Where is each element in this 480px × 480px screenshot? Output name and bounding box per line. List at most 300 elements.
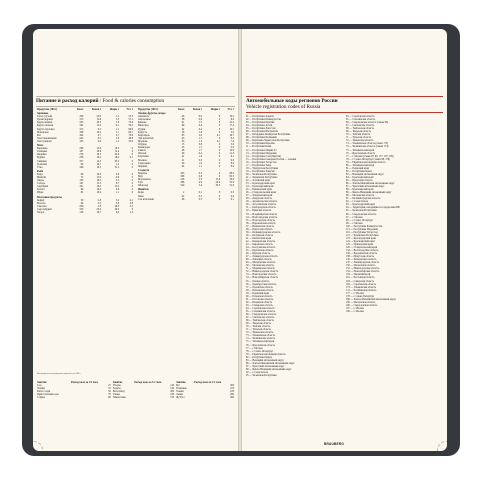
food-cell: Горох (сухой) [37, 115, 53, 119]
region-code-entry: 32 — Брянская область [246, 209, 272, 213]
food-cell: 242 [79, 136, 84, 140]
food-header-cell: Продукты (100 г) [37, 108, 58, 111]
activity-cell: Сон [37, 384, 42, 388]
food-cell: Творог [37, 211, 45, 214]
food-cell: Абрикосы [138, 115, 150, 119]
food-cell: 0.7 [115, 133, 120, 137]
food-cell: Минтай [37, 175, 46, 179]
region-code-entry: 39 — Калининградская область [246, 230, 281, 234]
food-cell: 23.0 [96, 115, 102, 119]
region-code-entry: 83 — Ненецкий автономный округ [346, 172, 384, 176]
region-code-entry: 74 — Челябинская область (также 174) [346, 145, 389, 149]
activity-header-cell: Занятие [37, 381, 47, 384]
region-code-entry: 73 — Ульяновская область [246, 334, 275, 338]
region-code-entry: 154 — Новосибирская область [346, 270, 380, 274]
region-code-entry: 10 — Республика Карелия [246, 142, 275, 146]
food-cell: 0 [131, 159, 133, 163]
region-code-entry: 11 — Республика Коми [246, 145, 272, 149]
region-code-entry: 102 — Республика Башкортостан [346, 224, 383, 228]
food-cell: 42 [181, 194, 185, 198]
region-code-entry: 89 — Ямало-Ненецкий автономный округ [246, 367, 292, 371]
activity-cell: 140 [170, 387, 175, 391]
region-code-entry: 77 — г. Москва (также 97, 99, 177, 197, 199) [346, 154, 394, 158]
food-cell: Говядина [37, 150, 48, 154]
brand-logo: BRAUBERG [324, 442, 345, 446]
region-code-entry: 72 — Тюменская область [246, 331, 274, 335]
food-cell: 53.3 [128, 115, 133, 119]
region-code-entry: 178 — г. Санкт-Петербург [346, 294, 375, 298]
region-code-entry: 46 — Курская область [246, 252, 271, 256]
activity-cell: Стирка [37, 396, 45, 400]
food-cell: Крупа манная [37, 121, 53, 125]
region-code-entry: 35 — Вологодская область [246, 218, 275, 222]
region-code-entry: 93 — Краснодарский край [346, 203, 375, 207]
food-cell: 6.1 [115, 124, 120, 128]
activity-header-cell: Расход ккал за 1/2 часа [71, 381, 98, 384]
food-header-cell: Ккал [178, 108, 185, 111]
food-cell: 0 [131, 188, 133, 192]
right-title-rule-top [246, 96, 443, 97]
food-cell: 265 [180, 171, 185, 175]
food-cell: 0 [218, 146, 221, 150]
food-cell: 276 [79, 153, 84, 157]
food-cell: 0 [131, 179, 133, 183]
region-code-entry: 41 — Камчатский край [246, 236, 271, 240]
food-cell: 0.6 [115, 188, 120, 192]
food-cell: Сок яблочный [138, 197, 154, 201]
food-cell: Кефир [37, 198, 45, 202]
food-cell: Кофе [138, 191, 144, 195]
region-code-entry: 95 — Чеченская Республика [346, 209, 377, 213]
food-cell: 103 [79, 179, 84, 183]
food-cell: 1.1 [115, 191, 120, 195]
region-code-entry: 03 — Республика Бурятия [246, 121, 275, 125]
food-cell: 357 [79, 159, 84, 163]
food-cell: 0 [218, 136, 221, 140]
region-code-entry: 150 — Московская область [346, 264, 376, 268]
food-cell: 15.5 [96, 182, 102, 186]
food-cell: 43 [181, 136, 185, 140]
food-cell: Карп [37, 172, 43, 176]
region-code-entry: 82 — Республика Крым [346, 169, 372, 173]
region-code-entry: 48 — Липецкая область [246, 258, 272, 262]
food-cell: 5.0 [230, 146, 234, 150]
activity-table [36, 381, 235, 400]
food-cell: Молоко [37, 201, 46, 205]
region-code-entry: 15 — Республика Северная Осетия — Алания [246, 157, 296, 161]
region-code-entry: 18 — Удмуртская Республика [246, 166, 279, 170]
region-code-entry: 59 — Пермский край [246, 291, 269, 295]
food-cell: 346 [79, 165, 84, 169]
food-cell: 17.5 [229, 124, 234, 128]
food-cell: Крупа овсяная [37, 124, 54, 128]
food-cell: Черника [138, 164, 148, 168]
food-cell: 9.0 [115, 211, 120, 214]
region-codes-column-1 [246, 115, 345, 446]
food-cell: 9.1 [230, 197, 234, 201]
food-cell: 10.3 [96, 121, 102, 125]
food-cell: 11.3 [229, 152, 234, 156]
region-code-entry: 174 — Челябинская область [346, 288, 377, 292]
food-cell: 1.1 [198, 164, 203, 168]
food-cell: 1.1 [198, 146, 203, 150]
region-code-entry: 19 — Республика Хакасия [246, 169, 275, 173]
region-code-entry: 08 — Республика Калмыкия [246, 136, 277, 140]
region-code-entry: 163 — Самарская область [346, 279, 375, 283]
region-code-entry: 84 — Красноярский край [346, 175, 374, 179]
food-cell: 0.1 [216, 133, 221, 137]
food-cell: 31.3 [114, 165, 120, 169]
food-cell: 0 [131, 175, 133, 179]
right-page [242, 29, 447, 451]
food-cell: 19.8 [229, 178, 234, 182]
region-code-entry: 177 — г. Москва [346, 291, 364, 295]
food-cell: 1.2 [115, 115, 120, 119]
food-cell: Сыр твёрдый [37, 207, 52, 211]
region-code-entry: 70 — Томская область [346, 133, 371, 137]
region-code-entry: 56 — Оренбургская область [246, 282, 277, 286]
food-cell: 0 [218, 130, 221, 134]
food-header-cell: Жиры г [109, 108, 120, 111]
food-cell: 1.2 [115, 139, 120, 143]
food-header-cell: Угл. г [227, 108, 234, 111]
region-code-entry: 75 — Забайкальский край [246, 340, 275, 344]
region-code-entry: 05 — Республика Дагестан [246, 127, 276, 131]
region-code-entry: 23 — Краснодарский край [246, 182, 275, 186]
food-cell: 70.6 [128, 121, 133, 125]
food-cell: 1.7 [198, 149, 203, 153]
region-code-entry: 04 — Республика Алтай [246, 124, 273, 128]
activity-header-cell: Расход ккал за 1/2 часа [134, 381, 162, 384]
food-cell: 0.1 [198, 191, 203, 195]
food-cell: 8.6 [230, 164, 234, 168]
food-cell: 0 [218, 191, 221, 195]
food-cell: 187 [79, 150, 84, 154]
region-code-entry: 24 — Красноярский край [246, 185, 274, 189]
food-cell: 0 [218, 115, 221, 119]
region-code-entry: 47 — Ленинградская область [246, 255, 278, 259]
activity-header-cell: Занятие [176, 381, 186, 384]
food-cell: 0.4 [198, 124, 203, 128]
food-cell: Помидоры [138, 146, 150, 150]
food-header-cell: Продукты (100 г) [138, 108, 159, 111]
food-note: Калорийность продуктов указана на 100 г [37, 372, 81, 375]
food-cell: 96 [80, 172, 84, 176]
region-code-entry: 67 — Смоленская область [246, 316, 275, 320]
region-code-entry: 12 — Республика Марий Эл [246, 148, 277, 152]
food-cell: 42 [181, 127, 185, 131]
food-cell: 2.0 [198, 133, 203, 137]
food-cell: 18.4 [96, 191, 102, 195]
food-cell: 6.7 [97, 133, 102, 137]
region-code-entry: 86 — Ханты-Мансийский автономный округ [346, 182, 395, 186]
food-row [137, 198, 235, 201]
codes-title-en: Vehicle registration codes of Russia [246, 104, 321, 110]
food-cell: Индейка [37, 153, 47, 157]
region-code-entry: 58 — Пензенская область [246, 288, 274, 292]
region-code-entry: 96 — Свердловская область [346, 212, 377, 216]
food-cell: 1.3 [129, 211, 133, 214]
food-cell: Капуста [138, 130, 147, 134]
region-code-entry: 94 — Территории, находящиеся за пределами РФ [346, 206, 400, 210]
food-cell: 0.9 [198, 118, 203, 122]
food-section-name: Молочные продукты [37, 195, 62, 199]
food-cell: 3.3 [115, 118, 120, 122]
food-cell: Крупа перловая [37, 127, 55, 131]
region-code-entry: 75 — Забайкальский край [346, 148, 375, 152]
region-code-entry: 65 — Сахалинская область [246, 310, 276, 313]
food-cell: 72 [80, 175, 84, 179]
food-cell: Груши [138, 127, 146, 131]
region-code-entry: 87 — Чукотский автономный округ [246, 364, 285, 368]
food-cell: 3.6 [115, 172, 120, 176]
region-code-entry: 66 — Свердловская область (также 96) [346, 121, 389, 125]
region-code-entry: 60 — Псковская область [246, 294, 273, 298]
food-cell: 18.9 [96, 150, 102, 154]
food-cell: 22.0 [114, 153, 120, 157]
food-cell: 12.4 [114, 150, 120, 154]
food-cell: 16.5 [96, 165, 102, 169]
region-code-entry: 92 — г. Севастополь [346, 200, 369, 204]
food-cell: 4.6 [230, 194, 234, 198]
food-cell: 3.2 [129, 204, 133, 208]
region-code-entry: 88 — Красноярский край [346, 188, 374, 192]
activity-cell: 25 [108, 384, 111, 388]
food-cell: 10.5 [229, 115, 234, 119]
food-cell: 350 [79, 207, 84, 211]
food-cell: 1.1 [115, 130, 120, 134]
food-cell: 0.8 [198, 158, 203, 162]
region-code-entry: 126 — Ставропольский край [346, 246, 378, 250]
region-code-entry: 69 — Тверская область [346, 130, 371, 134]
food-cell: 90 [80, 162, 84, 166]
food-cell: 10.8 [229, 149, 234, 153]
food-cell: 44 [181, 164, 185, 168]
food-cell: 0 [218, 171, 221, 175]
region-code-entry: 44 — Костромская область [246, 246, 276, 250]
region-code-entry: 161 — Ростовская область [346, 276, 375, 280]
region-code-entry: 61 — Ростовская область [246, 297, 274, 301]
food-cell: 0.9 [115, 175, 120, 179]
activity-cell: 300 [230, 384, 234, 388]
activity-row [36, 396, 235, 399]
food-cell: 540 [180, 184, 185, 188]
food-cell: 22.4 [229, 121, 234, 125]
food-cell: 19.7 [229, 133, 234, 137]
region-code-entry: 70 — Томская область [246, 325, 271, 329]
food-cell: 1.5 [198, 121, 203, 125]
region-code-entry: 26 — Ставропольский край [246, 191, 276, 195]
food-cell: 1.0 [115, 121, 120, 125]
food-cell: 52.6 [229, 184, 234, 188]
food-cell: 308 [180, 174, 185, 178]
food-cell: 0 [218, 174, 221, 178]
food-cell: 0 [218, 155, 221, 159]
food-cell: 0 [218, 194, 221, 198]
region-code-entry: 197 — г. Москва [346, 306, 364, 310]
food-cell: 46 [181, 115, 185, 119]
food-cell: 91 [181, 121, 185, 125]
left-corner-mark [33, 441, 43, 451]
food-cell: 33.3 [114, 159, 120, 163]
food-cell: 1.3 [198, 139, 203, 143]
region-code-entry: 152 — Нижегородская область [346, 267, 380, 271]
food-cell: Бананы [138, 121, 147, 125]
food-cell: 14.3 [96, 159, 102, 163]
region-code-entry: 21 — Чувашская Республика [246, 175, 278, 179]
region-code-entry: 142 — Кемеровская область [346, 258, 377, 262]
food-section-name: Мясо [37, 144, 44, 148]
food-cell: Картофель [138, 133, 150, 137]
food-cell: 83 [181, 133, 185, 137]
region-code-entry: 124 — Красноярский край [346, 239, 375, 243]
region-code-entry: 68 — Тамбовская область [246, 319, 274, 323]
activity-cell: Теннис [176, 390, 185, 394]
food-cell: 1.0 [115, 136, 120, 140]
food-header-cell: Жиры г [210, 108, 221, 111]
food-cell: 0.5 [198, 197, 203, 201]
region-code-entry: 67 — Смоленская область [346, 124, 375, 128]
food-cell: 18.0 [96, 185, 102, 189]
codes-title-ru: Автомобильные коды регионов России [246, 98, 338, 104]
food-cell: 0 [218, 124, 221, 128]
food-cell: 82 [80, 191, 84, 195]
food-header-cell: Белки г [192, 108, 203, 111]
food-cell: 0.3 [230, 191, 234, 195]
region-code-entry: 86 — Ханты-Мансийский автономный округ [246, 361, 295, 365]
food-cell: 16.7 [96, 211, 102, 214]
food-cell: 342 [79, 124, 84, 128]
region-code-entry: 25 — Приморский край [246, 188, 272, 192]
food-cell: 1.0 [198, 161, 203, 165]
food-cell: 0.4 [198, 127, 203, 131]
region-code-entry: 06 — Республика Ингушетия [246, 130, 278, 134]
region-code-entry: 72 — Тюменская область [346, 139, 374, 143]
food-cell: 8.0 [230, 161, 234, 165]
region-code-entry: 50 — Московская область [246, 264, 275, 268]
food-cell: 41 [181, 158, 185, 162]
food-cell: 0.1 [216, 139, 221, 143]
region-code-entry: 54 — Новосибирская область [246, 276, 279, 280]
food-cell: 0 [218, 118, 221, 122]
food-cell: 18.4 [114, 156, 120, 160]
region-code-entry: 52 — Нижегородская область [246, 270, 279, 274]
region-code-entry: 14 — Республика Саха (Якутия) [246, 154, 281, 158]
food-cell: Курица [37, 156, 46, 160]
food-cell: 0 [218, 197, 221, 201]
food-cell: Щука [37, 191, 44, 195]
food-cell: Мёд [138, 174, 143, 178]
region-code-entry: 40 — Калужская область [246, 233, 273, 237]
food-cell: 156 [79, 211, 84, 214]
food-cell: 28 [181, 130, 185, 134]
activity-cell: 180 [170, 393, 175, 397]
food-cell: 35.3 [215, 184, 221, 188]
food-title-en: Food & calories consumption [102, 98, 165, 104]
region-code-entry: 20 — Чеченская Республика [246, 172, 277, 176]
food-cell: 0.8 [198, 143, 203, 147]
activity-cell: Чтение [37, 387, 45, 391]
region-code-entry: 125 — Приморский край [346, 242, 374, 246]
food-cell: 69 [181, 124, 185, 128]
food-cell: 2.8 [97, 198, 102, 202]
food-cell: 57.1 [128, 118, 133, 122]
region-code-entry: 01 — Республика Адыгея [246, 115, 274, 118]
food-cell: Рис [37, 133, 41, 137]
region-code-entry: 81 — Пермский край [346, 166, 369, 170]
food-cell: 66.9 [128, 127, 133, 131]
region-code-entry: 87 — Чукотский автономный округ [346, 185, 385, 189]
activity-cell: 50 [108, 390, 111, 394]
food-cell: 12.3 [96, 124, 102, 128]
food-cell: 18.5 [96, 179, 102, 183]
region-code-entry: 17 — Республика Тыва [246, 163, 271, 167]
food-cell: 0 [218, 143, 221, 147]
food-cell: Скумбрия [37, 185, 49, 189]
region-code-entry: 95 — Чеченская Республика [246, 373, 277, 377]
region-code-entry: 13 — Республика Мордовия [246, 151, 277, 155]
food-cell: 0 [131, 147, 133, 151]
food-cell: 8.1 [97, 136, 102, 140]
region-code-entry: 82 — Республика Крым [246, 355, 272, 359]
region-code-entry: 49 — Магаданская область [246, 261, 276, 265]
activity-cell: 150 [170, 396, 175, 400]
food-cell: 0 [131, 150, 133, 154]
activity-cell: Гимнастика [112, 396, 126, 400]
region-code-entry: 71 — Тульская область [246, 328, 271, 332]
food-cell: Смородина [138, 161, 151, 165]
food-cell: 6.6 [97, 139, 102, 143]
food-cell: Сметана [37, 204, 47, 208]
food-cell: 388 [180, 181, 185, 185]
activity-cell: 90 [108, 396, 111, 400]
food-cell: 238 [79, 156, 84, 160]
left-title-rule-top [36, 96, 235, 97]
food-cell: 0 [218, 164, 221, 168]
food-cell: 1.1 [115, 127, 120, 131]
activity-header-cell: Расход ккал за 1/2 часа [194, 381, 222, 384]
food-cell: 0.4 [198, 152, 203, 156]
food-cell: 40 [181, 161, 185, 165]
region-code-entry: 69 — Тверская область [246, 322, 271, 326]
region-code-entry: 62 — Рязанская область [246, 300, 272, 304]
food-cell: 33.4 [128, 139, 133, 143]
food-cell: 333 [79, 121, 84, 125]
activity-cell: Лыжи [176, 393, 183, 397]
food-cell: 15.0 [215, 178, 221, 182]
food-cell: Виноград [138, 124, 149, 128]
food-cell: 0 [218, 161, 221, 165]
region-code-entry: 27 — Хабаровский край [246, 194, 273, 198]
food-cell: 5.4 [198, 184, 203, 188]
food-cell: 5.4 [230, 130, 234, 134]
food-cell: 315 [79, 127, 84, 131]
food-cell: 18.2 [96, 156, 102, 160]
region-code-entry: 98 — г. Санкт-Петербург [346, 218, 374, 222]
food-cell: Гречка ядрица [37, 118, 53, 122]
food-cell: 0 [218, 149, 221, 153]
activity-cell: 280 [230, 393, 234, 397]
food-cell: 23.0 [96, 207, 102, 211]
food-cell: 9.0 [230, 158, 234, 162]
food-cell: 8.1 [230, 155, 234, 159]
region-code-entry: 196 — Свердловская область [346, 303, 378, 307]
region-code-entry: 65 — Сахалинская область [346, 118, 376, 122]
food-cell: 4.8 [129, 201, 133, 205]
food-cell: Огурцы [138, 143, 147, 147]
food-cell: Клубника [138, 155, 149, 159]
food-cell: 9.5 [230, 136, 234, 140]
